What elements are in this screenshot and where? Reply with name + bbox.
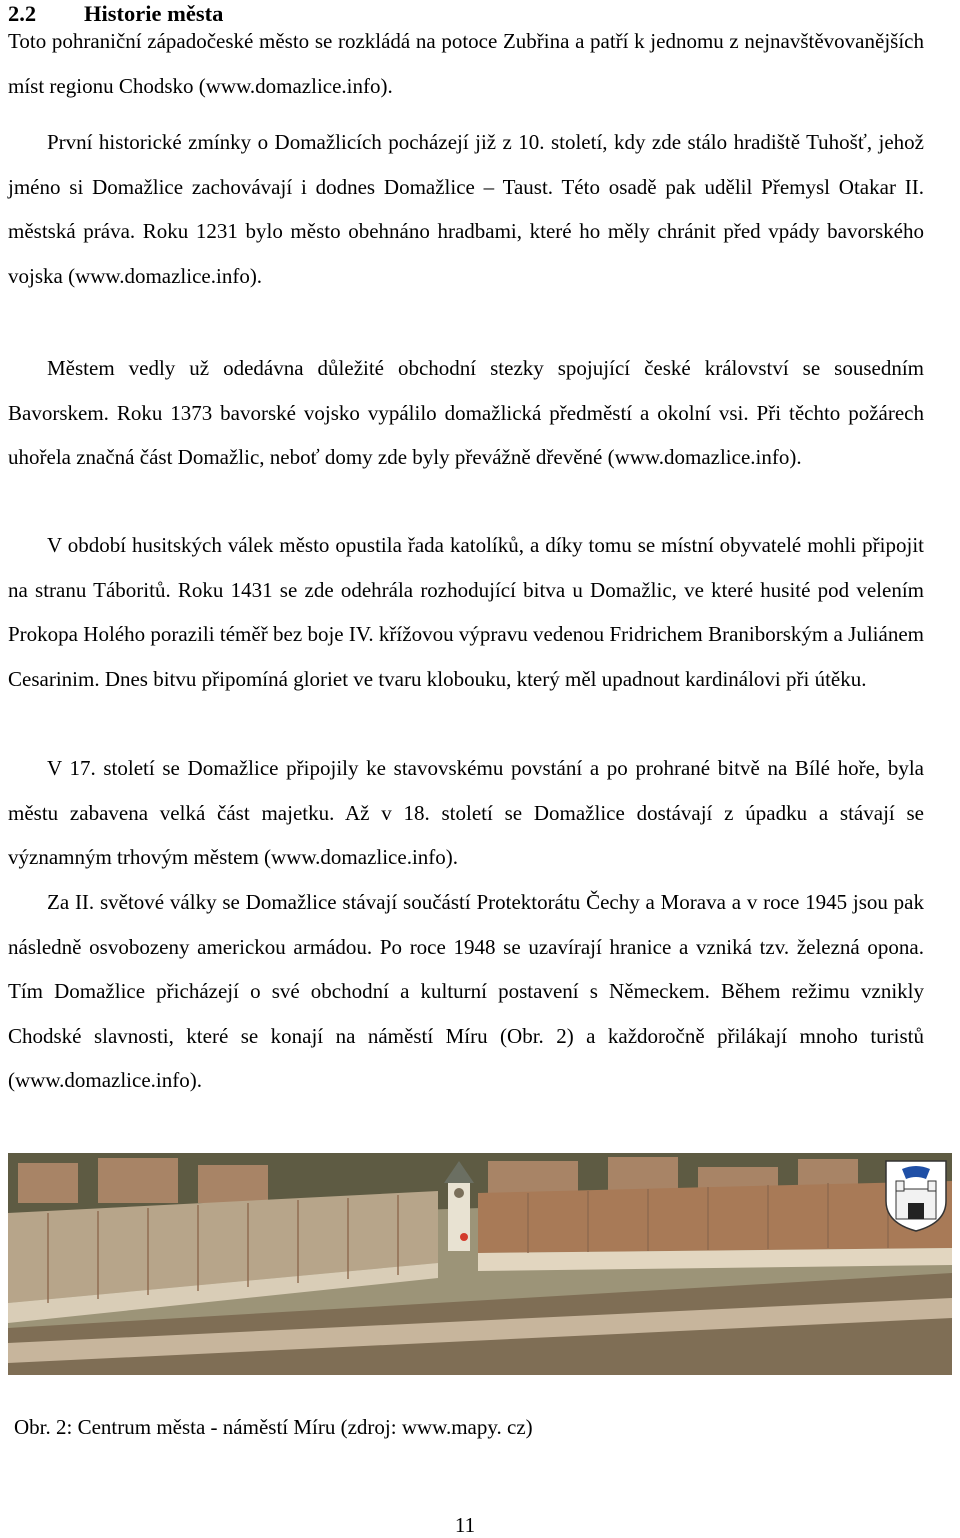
paragraph-intro: Toto pohraniční západočeské město se rozkládá na potoce Zubřina a patří k jednomu z nejnavštěvovanějších míst regionu Chodsko (www.domazlice.info).	[8, 29, 924, 98]
aerial-photo-illustration	[8, 1153, 952, 1375]
page-number: 11	[454, 1513, 476, 1537]
aerial-photo-square	[8, 1153, 952, 1375]
section-title: Historie města	[84, 1, 224, 26]
paragraph-early-history: První historické zmínky o Domažlicích pocházejí již z 10. století, kdy zde stálo hradiště Tuhošť, jehož jméno si Domažlice zachovávají i dodnes Domažlice – Taust. Této osadě pak udělil Přemysl Otakar II. městská práva. Roku 1231 bylo město obehnáno hradbami, které ho měly chránit před vpády bavorského vojska (www.domazlice.info).	[8, 130, 924, 288]
paragraph-ww2: Za II. světové války se Domažlice stávají součástí Protektorátu Čechy a Morava a v roce 1945 jsou pak následně osvobozeny americkou armádou. Po roce 1948 se uzavírají hranice a vzniká tzv. železná opona. Tím Domažlice přicházejí o své obchodní a kulturní postavení s Německem. Během režimu vznikly Chodské slavnosti, které se konají na náměstí Míru (Obr. 2) a každoročně přilákají mnoho turistů (www.domazlice.info).	[8, 890, 924, 1092]
paragraph-trade-routes: Městem vedly už odedávna důležité obchodní stezky spojující české království se sousedním Bavorskem. Roku 1373 bavorské vojsko vypálilo domažlická předměstí a okolní vsi. Při těchto požárech uhořela značná část Domažlic, neboť domy zde byly převážně dřevěné (www.domazlice.info).	[8, 356, 924, 469]
figure-caption: Obr. 2: Centrum města - náměstí Míru (zdroj: www.mapy. cz)	[14, 1415, 533, 1439]
section-number: 2.2	[8, 1, 37, 26]
paragraph-hussite-wars: V období husitských válek město opustila řada katolíků, a díky tomu se místní obyvatelé mohli připojit na stranu Táboritů. Roku 1431 se zde odehrála rozhodující bitva u Domažlic, ve které husité pod velením Prokopa Holého porazili téměř bez boje IV. křížovou výpravu vedenou Fridrichem Braniborským a Juliánem Cesarinim. Dnes bitvu připomíná gloriet ve tvaru klobouku, který měl upadnout kardinálovi při útěku.	[8, 533, 924, 691]
paragraph-17th-century: V 17. století se Domažlice připojily ke stavovskému povstání a po prohrané bitvě na Bílé hoře, byla městu zabavena velká část majetku. Až v 18. století se Domažlice dostávají z úpadku a stávají se významným trhovým městem (www.domazlice.info).	[8, 756, 924, 869]
